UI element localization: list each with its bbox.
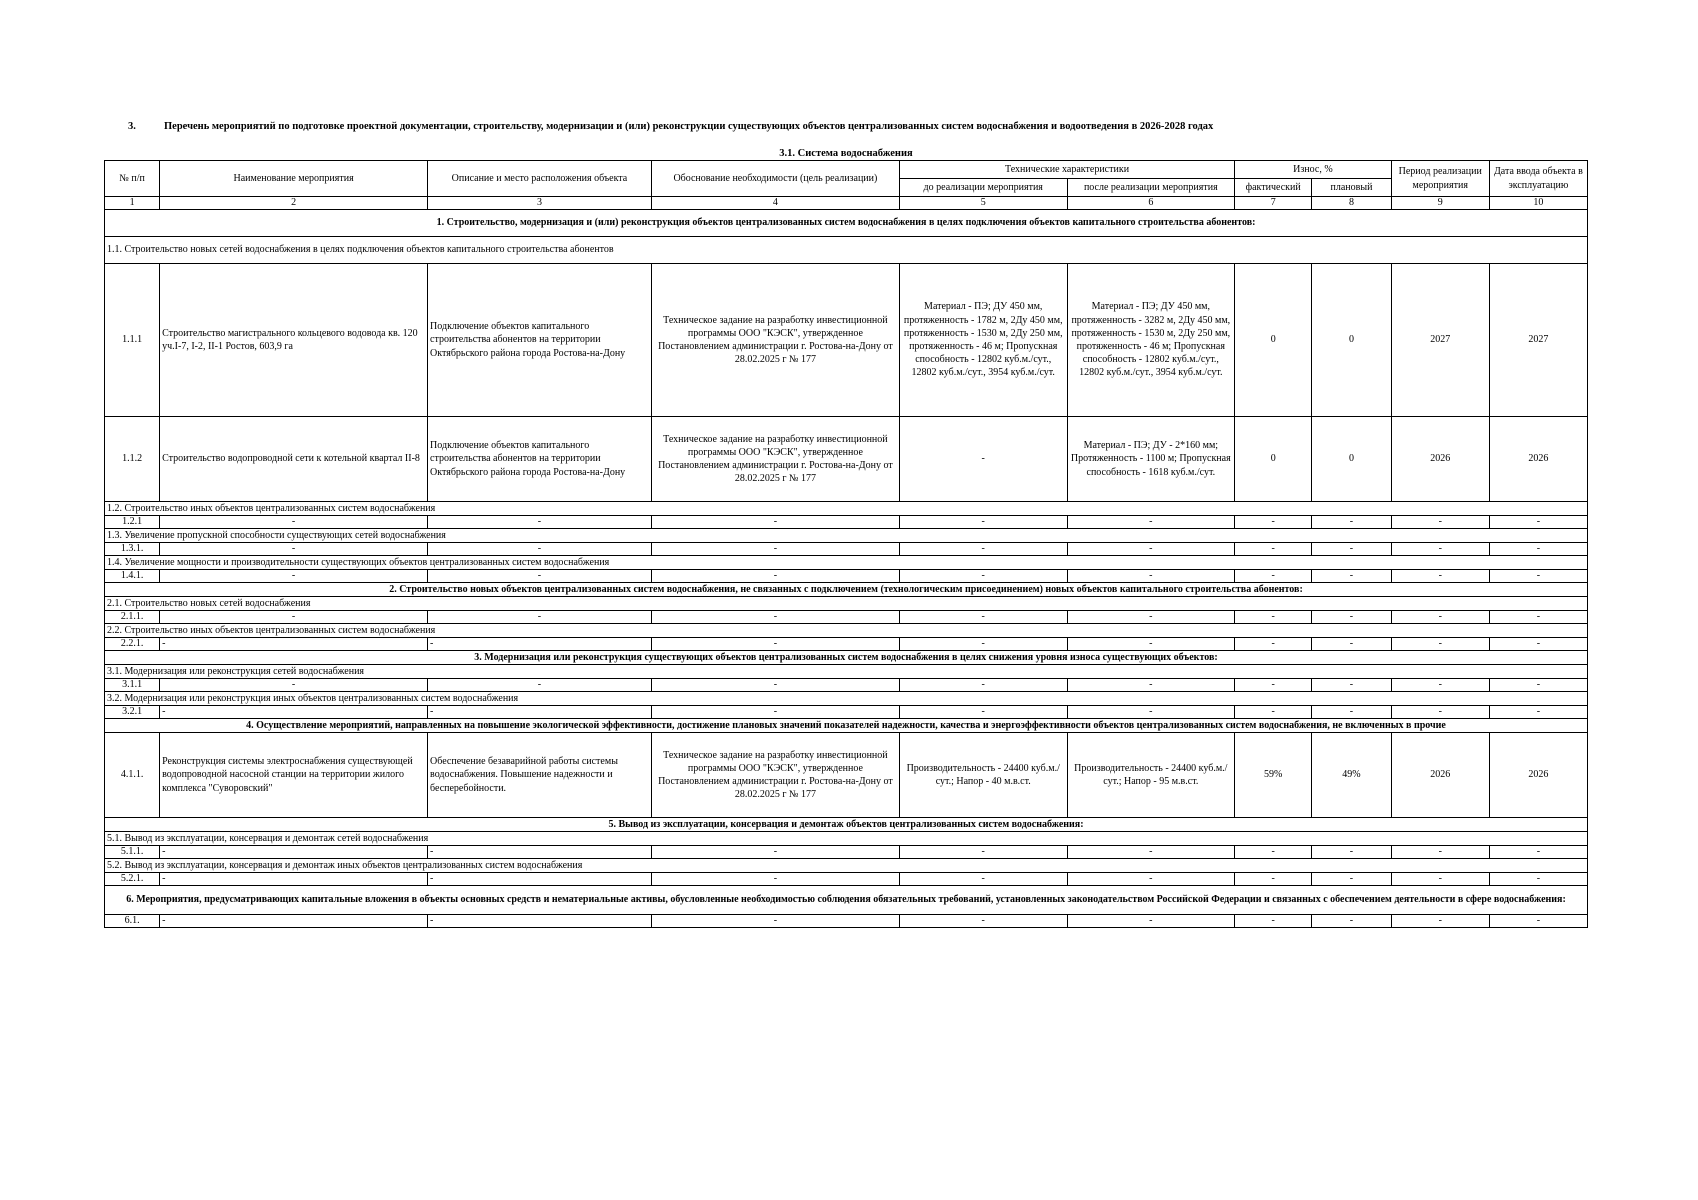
row-desc: - <box>428 516 652 529</box>
section-3-title: 3. Модернизация или реконструкция существующих объектов централизованных систем водоснабжения в целях снижения уровня износа существующих объектов: <box>105 651 1588 665</box>
row-name: - <box>160 570 428 583</box>
header-reason: Обоснование необходимости (цель реализации) <box>651 161 899 197</box>
header-row <box>105 161 1588 179</box>
row-date: 2027 <box>1489 264 1587 417</box>
header-date: Дата ввода объекта в эксплуатацию <box>1489 161 1587 197</box>
row-num: 6.1. <box>105 915 160 928</box>
row-date: - <box>1489 915 1587 928</box>
row-wear-fact: - <box>1235 873 1312 886</box>
row-before: - <box>899 915 1067 928</box>
subsection-5-1-title: 5.1. Вывод из эксплуатации, консервация и демонтаж сетей водоснабжения <box>105 832 1588 846</box>
row-reason: - <box>651 846 899 859</box>
row-before: - <box>899 417 1067 502</box>
row-num: 3.1.1 <box>105 679 160 692</box>
subsection-3-2-title: 3.2. Модернизация или реконструкция иных объектов централизованных систем водоснабжения <box>105 692 1588 706</box>
row-desc: - <box>428 570 652 583</box>
header-desc: Описание и место расположения объекта <box>428 161 652 197</box>
row-period: - <box>1391 570 1489 583</box>
row-date: - <box>1489 706 1587 719</box>
row-date: - <box>1489 611 1587 624</box>
row-before: - <box>899 570 1067 583</box>
row-reason: Техническое задание на разработку инвестиционной программы ООО "КЭСК", утвержденное Постановлением администрации г. Ростова-на-Дону от 28.02.2025 г № 177 <box>651 264 899 417</box>
row-period: 2026 <box>1391 733 1489 818</box>
header-tech: Технические характеристики <box>899 161 1234 179</box>
row-after: - <box>1067 915 1235 928</box>
row-name: Строительство магистрального кольцевого водовода кв. 120 уч.І-7, І-2, ІІ-1 Ростов, 603,9 га <box>160 264 428 417</box>
row-num: 2.1.1. <box>105 611 160 624</box>
table-row <box>105 679 1588 692</box>
row-num: 1.1.2 <box>105 417 160 502</box>
table-row <box>105 733 1588 818</box>
row-desc: - <box>428 679 652 692</box>
row-reason: - <box>651 638 899 651</box>
table-row <box>105 516 1588 529</box>
row-wear-plan: - <box>1312 638 1391 651</box>
row-after: Материал - ПЭ; ДУ 450 мм, протяженность - 3282 м, 2Ду 450 мм, протяженность - 1530 м, 2Ду 250 мм, протяженность - 46 м; Пропускная способность - 12802 куб.м./сут., 12802 куб.м./сут., 3954 куб.м./сут. <box>1067 264 1235 417</box>
row-period: - <box>1391 846 1489 859</box>
section-row-1 <box>105 210 1588 237</box>
row-reason: - <box>651 543 899 556</box>
row-desc: - <box>428 638 652 651</box>
row-wear-plan: - <box>1312 516 1391 529</box>
row-period: - <box>1391 873 1489 886</box>
row-reason: - <box>651 679 899 692</box>
row-wear-plan: 49% <box>1312 733 1391 818</box>
row-wear-fact: - <box>1235 611 1312 624</box>
subsection-row-1-1 <box>105 237 1588 264</box>
row-date: 2026 <box>1489 417 1587 502</box>
section-title: 3.1. Система водоснабжения <box>779 148 913 159</box>
row-before: - <box>899 846 1067 859</box>
row-name: - <box>160 516 428 529</box>
page-heading <box>128 121 1578 132</box>
subsection-row-5-2 <box>105 859 1588 873</box>
row-period: - <box>1391 516 1489 529</box>
row-desc: - <box>428 543 652 556</box>
heading-text: Перечень мероприятий по подготовке проектной документации, строительству, модернизации и (или) реконструкции существующих объектов централизованных систем водоснабжения и водоотведения в 2026-2028 годах <box>164 121 1214 132</box>
row-after: Материал - ПЭ; ДУ - 2*160 мм; Протяженность - 1100 м; Пропускная способность - 1618 куб.м./сут. <box>1067 417 1235 502</box>
row-after: - <box>1067 706 1235 719</box>
table-row <box>105 846 1588 859</box>
row-period: - <box>1391 706 1489 719</box>
row-period: 2027 <box>1391 264 1489 417</box>
row-desc: Подключение объектов капитального строительства абонентов на территории Октябрьского района города Ростова-на-Дону <box>428 264 652 417</box>
row-date: - <box>1489 679 1587 692</box>
row-name: - <box>160 873 428 886</box>
colnum-9: 9 <box>1391 197 1489 210</box>
row-date: 2026 <box>1489 733 1587 818</box>
subsection-1-1-title: 1.1. Строительство новых сетей водоснабжения в целях подключения объектов капитального строительства абонентов <box>105 237 1588 264</box>
row-name: Строительство водопроводной сети к котельной квартал ІІ-8 <box>160 417 428 502</box>
subsection-1-4-title: 1.4. Увеличение мощности и производительности существующих объектов централизованных систем водоснабжения <box>105 556 1588 570</box>
row-reason: Техническое задание на разработку инвестиционной программы ООО "КЭСК", утвержденное Постановлением администрации г. Ростова-на-Дону от 28.02.2025 г № 177 <box>651 417 899 502</box>
subsection-2-2-title: 2.2. Строительство иных объектов централизованных систем водоснабжения <box>105 624 1588 638</box>
row-name: - <box>160 706 428 719</box>
header-wear: Износ, % <box>1235 161 1392 179</box>
row-period: - <box>1391 638 1489 651</box>
row-name: - <box>160 846 428 859</box>
subsection-5-2-title: 5.2. Вывод из эксплуатации, консервация и демонтаж иных объектов централизованных систем водоснабжения <box>105 859 1588 873</box>
subsection-row-3-1 <box>105 665 1588 679</box>
row-name: - <box>160 915 428 928</box>
row-wear-fact: - <box>1235 570 1312 583</box>
row-date: - <box>1489 846 1587 859</box>
header-tech-before: до реализации мероприятия <box>899 179 1067 197</box>
row-num: 5.2.1. <box>105 873 160 886</box>
row-num: 1.1.1 <box>105 264 160 417</box>
row-period: - <box>1391 915 1489 928</box>
row-reason: - <box>651 516 899 529</box>
row-wear-plan: - <box>1312 706 1391 719</box>
row-num: 2.2.1. <box>105 638 160 651</box>
row-wear-fact: 0 <box>1235 264 1312 417</box>
row-desc: - <box>428 846 652 859</box>
row-wear-fact: - <box>1235 846 1312 859</box>
colnum-6: 6 <box>1067 197 1235 210</box>
row-wear-fact: - <box>1235 706 1312 719</box>
table-row <box>105 543 1588 556</box>
subsection-row-5-1 <box>105 832 1588 846</box>
subsection-row-3-2 <box>105 692 1588 706</box>
row-name: - <box>160 638 428 651</box>
header-wear-fact: фактический <box>1235 179 1312 197</box>
colnum-4: 4 <box>651 197 899 210</box>
row-wear-plan: - <box>1312 611 1391 624</box>
section-2-title: 2. Строительство новых объектов централизованных систем водоснабжения, не связанных с подключением (технологическим присоединением) новых объектов капитального строительства абонентов: <box>105 583 1588 597</box>
row-period: - <box>1391 679 1489 692</box>
row-before: - <box>899 611 1067 624</box>
row-date: - <box>1489 516 1587 529</box>
row-wear-plan: - <box>1312 873 1391 886</box>
row-num: 3.2.1 <box>105 706 160 719</box>
section-5-title: 5. Вывод из эксплуатации, консервация и демонтаж объектов централизованных систем водоснабжения: <box>105 818 1588 832</box>
header-tech-after: после реализации мероприятия <box>1067 179 1235 197</box>
row-name: - <box>160 679 428 692</box>
row-wear-plan: - <box>1312 679 1391 692</box>
row-wear-plan: - <box>1312 543 1391 556</box>
row-reason: - <box>651 611 899 624</box>
row-num: 1.3.1. <box>105 543 160 556</box>
row-name: Реконструкция системы электроснабжения существующей водопроводной насосной станции на территории жилого комплекса "Суворовский" <box>160 733 428 818</box>
row-num: 1.2.1 <box>105 516 160 529</box>
row-num: 5.1.1. <box>105 846 160 859</box>
header-num: № п/п <box>105 161 160 197</box>
row-reason: - <box>651 570 899 583</box>
colnum-10: 10 <box>1489 197 1587 210</box>
row-desc: - <box>428 873 652 886</box>
row-desc: - <box>428 915 652 928</box>
row-wear-fact: 0 <box>1235 417 1312 502</box>
row-wear-plan: 0 <box>1312 264 1391 417</box>
row-wear-fact: - <box>1235 638 1312 651</box>
colnum-8: 8 <box>1312 197 1391 210</box>
row-desc: - <box>428 611 652 624</box>
section-1-title: 1. Строительство, модернизация и (или) реконструкция объектов централизованных систем водоснабжения в целях подключения объектов капитального строительства абонентов: <box>105 210 1588 237</box>
table-row <box>105 915 1588 928</box>
header-period: Период реализации мероприятия <box>1391 161 1489 197</box>
row-after: Производительность - 24400 куб.м./сут.; Напор - 95 м.в.ст. <box>1067 733 1235 818</box>
row-period: - <box>1391 611 1489 624</box>
row-after: - <box>1067 516 1235 529</box>
colnum-7: 7 <box>1235 197 1312 210</box>
row-desc: Обеспечение безаварийной работы системы водоснабжения. Повышение надежности и бесперебойности. <box>428 733 652 818</box>
row-wear-plan: - <box>1312 570 1391 583</box>
section-row-4 <box>105 719 1588 733</box>
row-before: - <box>899 873 1067 886</box>
row-before: - <box>899 543 1067 556</box>
subsection-row-1-4 <box>105 556 1588 570</box>
row-before: - <box>899 638 1067 651</box>
row-reason: - <box>651 873 899 886</box>
row-after: - <box>1067 679 1235 692</box>
row-before: - <box>899 706 1067 719</box>
row-reason: - <box>651 706 899 719</box>
row-reason: Техническое задание на разработку инвестиционной программы ООО "КЭСК", утвержденное Постановлением администрации г. Ростова-на-Дону от 28.02.2025 г № 177 <box>651 733 899 818</box>
table-row <box>105 570 1588 583</box>
row-before: Производительность - 24400 куб.м./сут.; Напор - 40 м.в.ст. <box>899 733 1067 818</box>
row-desc: Подключение объектов капитального строительства абонентов на территории Октябрьского района города Ростова-на-Дону <box>428 417 652 502</box>
row-after: - <box>1067 873 1235 886</box>
row-wear-fact: - <box>1235 516 1312 529</box>
row-wear-fact: - <box>1235 543 1312 556</box>
row-before: Материал - ПЭ; ДУ 450 мм, протяженность - 1782 м, 2Ду 450 мм, протяженность - 1530 м, 2Ду 250 мм, протяженность - 46 м; Пропускная способность - 12802 куб.м./сут., 12802 куб.м./сут., 3954 куб.м./сут. <box>899 264 1067 417</box>
header-wear-plan: плановый <box>1312 179 1391 197</box>
section-6-title: 6. Мероприятия, предусматривающих капитальные вложения в объекты основных средств и нематериальные активы, обусловленные необходимостью соблюдения обязательных требований, установленных законодательством Российской Федерации и связанных с обеспечением деятельности в сфере водоснабжения: <box>105 886 1588 915</box>
row-date: - <box>1489 873 1587 886</box>
row-period: 2026 <box>1391 417 1489 502</box>
section-4-title: 4. Осуществление мероприятий, направленных на повышение экологической эффективности, достижение плановых значений показателей надежности, качества и энергоэффективности объектов централизованных систем водоснабжения, не включенных в прочие <box>105 719 1588 733</box>
row-wear-fact: 59% <box>1235 733 1312 818</box>
row-after: - <box>1067 570 1235 583</box>
row-after: - <box>1067 638 1235 651</box>
subsection-1-3-title: 1.3. Увеличение пропускной способности существующих сетей водоснабжения <box>105 529 1588 543</box>
row-desc: - <box>428 706 652 719</box>
section-row-3 <box>105 651 1588 665</box>
row-wear-fact: - <box>1235 915 1312 928</box>
subsection-row-1-3 <box>105 529 1588 543</box>
subsection-3-1-title: 3.1. Модернизация или реконструкция сетей водоснабжения <box>105 665 1588 679</box>
table-row <box>105 264 1588 417</box>
row-name: - <box>160 611 428 624</box>
subsection-2-1-title: 2.1. Строительство новых сетей водоснабжения <box>105 597 1588 611</box>
row-wear-plan: 0 <box>1312 417 1391 502</box>
row-wear-plan: - <box>1312 915 1391 928</box>
row-after: - <box>1067 846 1235 859</box>
row-wear-plan: - <box>1312 846 1391 859</box>
measures-table <box>104 160 1588 928</box>
section-row-5 <box>105 818 1588 832</box>
section-row-2 <box>105 583 1588 597</box>
colnum-1: 1 <box>105 197 160 210</box>
row-name: - <box>160 543 428 556</box>
table-row <box>105 706 1588 719</box>
subsection-row-1-2 <box>105 502 1588 516</box>
colnum-5: 5 <box>899 197 1067 210</box>
row-period: - <box>1391 543 1489 556</box>
row-num: 1.4.1. <box>105 570 160 583</box>
row-wear-fact: - <box>1235 679 1312 692</box>
subsection-1-2-title: 1.2. Строительство иных объектов централизованных систем водоснабжения <box>105 502 1588 516</box>
table-row <box>105 417 1588 502</box>
table-row <box>105 611 1588 624</box>
column-number-row <box>105 197 1588 210</box>
row-date: - <box>1489 570 1587 583</box>
row-before: - <box>899 679 1067 692</box>
row-before: - <box>899 516 1067 529</box>
colnum-3: 3 <box>428 197 652 210</box>
colnum-2: 2 <box>160 197 428 210</box>
row-after: - <box>1067 543 1235 556</box>
row-num: 4.1.1. <box>105 733 160 818</box>
row-date: - <box>1489 543 1587 556</box>
section-row-6 <box>105 886 1588 915</box>
subsection-row-2-2 <box>105 624 1588 638</box>
row-after: - <box>1067 611 1235 624</box>
table-row <box>105 873 1588 886</box>
header-name: Наименование мероприятия <box>160 161 428 197</box>
row-reason: - <box>651 915 899 928</box>
heading-number: 3. <box>128 121 136 132</box>
row-date: - <box>1489 638 1587 651</box>
subsection-row-2-1 <box>105 597 1588 611</box>
table-row <box>105 638 1588 651</box>
